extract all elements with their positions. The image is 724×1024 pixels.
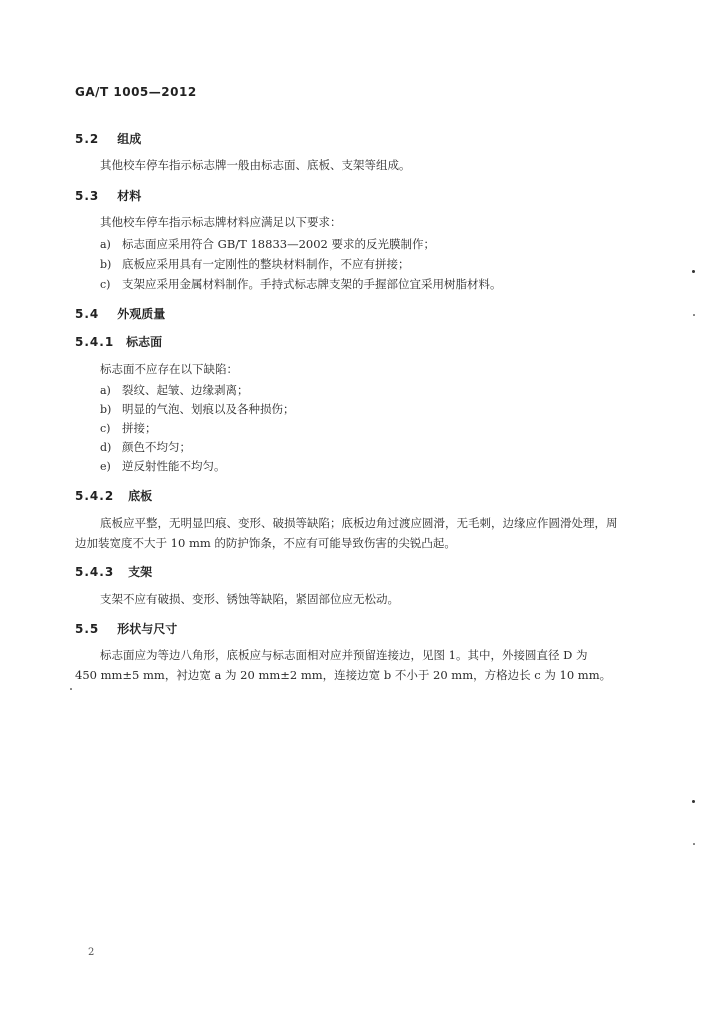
section-5-4-1-heading xyxy=(75,333,162,350)
list-text: 支架应采用金属材料制作。手持式标志牌支架的手握部位宜采用树脂材料。 xyxy=(122,277,502,291)
section-5-2-heading xyxy=(75,130,141,147)
list-marker: a) xyxy=(100,384,111,397)
list-item xyxy=(100,420,157,436)
list-marker: b) xyxy=(100,403,112,416)
section-5-3-intro: 其他校车停车指示标志牌材料应满足以下要求： xyxy=(100,215,342,229)
scan-speck xyxy=(693,314,695,316)
list-text: 拼接； xyxy=(122,421,157,435)
section-title: 支架 xyxy=(128,565,153,579)
standard-id: GA/T 1005—2012 xyxy=(75,85,197,99)
section-5-4-3-body: 支架不应有破损、变形、锈蚀等缺陷，紧固部位应无松动。 xyxy=(100,592,399,606)
section-number: 5.5 xyxy=(75,622,100,636)
section-title: 标志面 xyxy=(126,335,163,349)
list-text: 裂纹、起皱、边缘剥离； xyxy=(122,383,249,397)
section-5-5-body-line-2: 450 mm±5 mm，衬边宽 a 为 20 mm±2 mm，连接边宽 b 不小于 20 mm，方格边长 c 为 10 mm。 xyxy=(75,668,612,682)
section-title: 形状与尺寸 xyxy=(117,622,178,636)
list-text: 标志面应采用符合 GB/T 18833—2002 要求的反光膜制作； xyxy=(122,237,435,251)
list-item xyxy=(100,236,435,252)
section-5-4-2-heading xyxy=(75,487,152,504)
scan-speck xyxy=(692,800,695,803)
section-5-4-2-body-line-2: 边加装宽度不大于 10 mm 的防护饰条，不应有可能导致伤害的尖锐凸起。 xyxy=(75,536,456,550)
list-marker: c) xyxy=(100,278,111,291)
list-marker: c) xyxy=(100,422,111,435)
list-marker: b) xyxy=(100,258,112,271)
page-number: 2 xyxy=(88,947,95,958)
list-item xyxy=(100,276,502,292)
section-number: 5.3 xyxy=(75,189,100,203)
list-item xyxy=(100,382,249,398)
list-marker: d) xyxy=(100,441,112,454)
section-number: 5.4.2 xyxy=(75,489,115,503)
list-item xyxy=(100,401,295,417)
section-title: 外观质量 xyxy=(117,307,166,321)
section-number: 5.4.3 xyxy=(75,565,115,579)
section-5-4-3-heading xyxy=(75,563,152,580)
list-item xyxy=(100,256,410,272)
scan-speck xyxy=(692,270,695,273)
section-number: 5.4.1 xyxy=(75,335,115,349)
list-marker: a) xyxy=(100,238,111,251)
scan-speck xyxy=(693,843,695,845)
section-5-4-1-intro: 标志面不应存在以下缺陷： xyxy=(100,362,238,376)
section-5-4-heading xyxy=(75,305,165,322)
list-marker: e) xyxy=(100,460,111,473)
list-item xyxy=(100,458,226,474)
section-5-5-body-line-1: 标志面应为等边八角形，底板应与标志面相对应并预留连接边，见图 1。其中，外接圆直径 D 为 xyxy=(100,648,588,662)
section-5-2-body: 其他校车停车指示标志牌一般由标志面、底板、支架等组成。 xyxy=(100,158,411,172)
section-title: 组成 xyxy=(117,132,142,146)
list-text: 逆反射性能不均匀。 xyxy=(122,459,226,473)
scan-speck xyxy=(70,688,72,690)
section-title: 底板 xyxy=(128,489,153,503)
section-5-5-heading xyxy=(75,620,177,637)
section-number: 5.4 xyxy=(75,307,100,321)
list-text: 明显的气泡、划痕以及各种损伤； xyxy=(122,402,295,416)
section-5-4-2-body-line-1: 底板应平整，无明显凹痕、变形、破损等缺陷；底板边角过渡应圆滑，无毛刺，边缘应作圆滑处理，周 xyxy=(100,516,618,530)
list-text: 颜色不均匀； xyxy=(122,440,191,454)
list-text: 底板应采用具有一定刚性的整块材料制作，不应有拼接； xyxy=(122,257,410,271)
list-item xyxy=(100,439,191,455)
section-title: 材料 xyxy=(117,189,142,203)
section-number: 5.2 xyxy=(75,132,100,146)
section-5-3-heading xyxy=(75,187,141,204)
